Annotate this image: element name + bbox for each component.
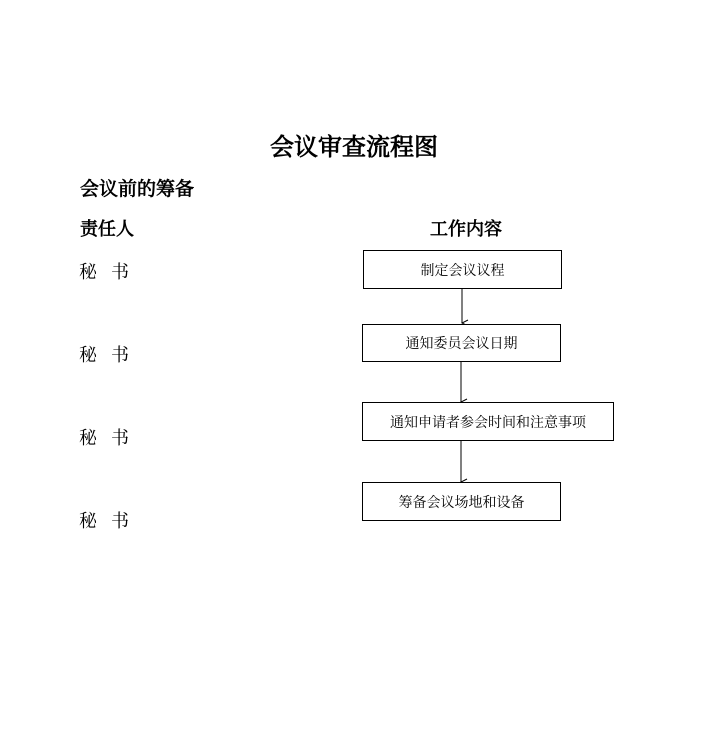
role-label: 秘书 xyxy=(79,511,143,532)
flow-step-box: 筹备会议场地和设备 xyxy=(362,482,561,521)
flow-step-box: 通知申请者参会时间和注意事项 xyxy=(362,402,614,441)
flow-step-box: 通知委员会议日期 xyxy=(362,324,561,362)
content-header: 工作内容 xyxy=(430,219,502,240)
responsible-header: 责任人 xyxy=(80,219,134,240)
flow-step-box: 制定会议议程 xyxy=(363,250,562,289)
page-title: 会议审查流程图 xyxy=(270,132,438,161)
section-heading: 会议前的筹备 xyxy=(80,178,195,200)
role-label: 秘书 xyxy=(79,428,143,449)
role-label: 秘书 xyxy=(79,262,143,283)
role-label: 秘书 xyxy=(79,345,143,366)
